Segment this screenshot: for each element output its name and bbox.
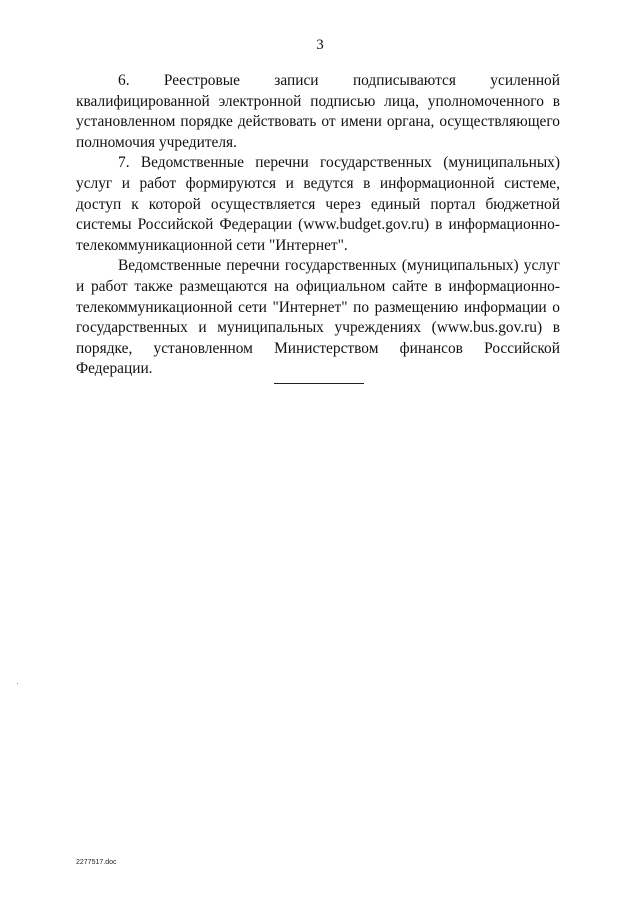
footer-filename: 2277517.doc	[76, 859, 117, 866]
paragraph-6: 6. Реестровые записи подписываются усиленной квалифицированной электронной подписью лица, уполномоченного в установленном порядке действовать от имени органа, осуществляющего полномочия учредителя.	[76, 72, 560, 151]
end-separator-line	[274, 383, 364, 384]
document-body	[76, 71, 560, 380]
paragraph-7: 7. Ведомственные перечни государственных (муниципальных) услуг и работ формируются и ведутся в информационной системе, доступ к которой осуществляется через единый портал бюджетной системы Российской Федерации (www.budget.gov.ru) в информационно-телекоммуникационной сети "Интернет".	[76, 154, 560, 254]
paragraph-7-continuation: Ведомственные перечни государственных (муниципальных) услуг и работ также размещаются на официальном сайте в информационно-телекоммуникационной сети "Интернет" по размещению информации о государственных и муниципальных учреждениях (www.bus.gov.ru) в порядке, установленном Министерством финансов Российской Федерации.	[76, 257, 560, 378]
page-number: 3	[316, 37, 324, 53]
scan-speck	[17, 683, 18, 684]
